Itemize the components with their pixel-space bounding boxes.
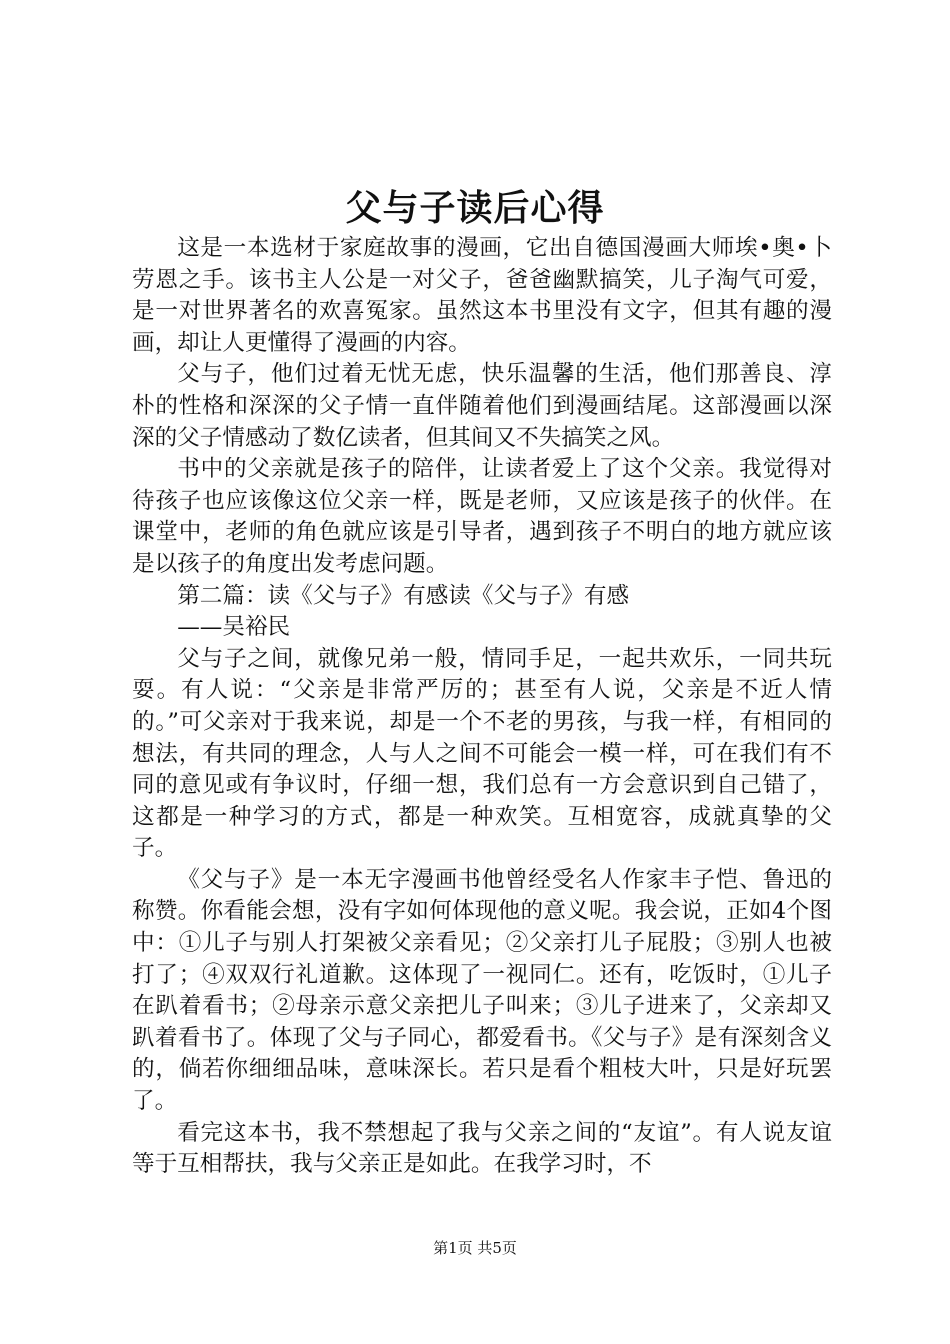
paragraph: 看完这本书，我不禁想起了我与父亲之间的“友谊”。有人说友谊等于互相帮扶，我与父亲正是如此。在我学习时，不: [132, 1119, 832, 1178]
document-body: [132, 233, 832, 1181]
paragraph: 这是一本选材于家庭故事的漫画，它出自德国漫画大师埃•奥•卜劳恩之手。该书主人公是一对父子，爸爸幽默搞笑，儿子淘气可爱，是一对世界著名的欢喜冤家。虽然这本书里没有文字，但其有趣的漫画，却让人更懂得了漫画的内容。: [132, 235, 832, 356]
section-heading: 第二篇：读《父与子》有感读《父与子》有感: [177, 582, 630, 609]
document-title: 父与子读后心得: [345, 187, 605, 229]
author-line: ——吴裕民: [177, 614, 291, 641]
paragraph: 父与子，他们过着无忧无虑，快乐温馨的生活，他们那善良、淳朴的性格和深深的父子情一直伴随着他们到漫画结尾。这部漫画以深深的父子情感动了数亿读者，但其间又不失搞笑之风。: [132, 361, 832, 451]
paragraph: 父与子之间，就像兄弟一般，情同手足，一起共欢乐，一同共玩耍。有人说：“父亲是非常严厉的；甚至有人说，父亲是不近人情的。”可父亲对于我来说，却是一个不老的男孩，与我一样，有相同的想法，有共同的理念，人与人之间不可能会一模一样，可在我们有不同的意见或有争议时，仔细一想，我们总有一方会意识到自己错了，这都是一种学习的方式，都是一种欢笑。互相宽容，成就真挚的父子。: [132, 645, 832, 862]
page-footer: 第1页 共5页: [433, 1239, 517, 1257]
paragraph: 书中的父亲就是孩子的陪伴，让读者爱上了这个父亲。我觉得对待孩子也应该像这位父亲一样，既是老师，又应该是孩子的伙伴。在课堂中，老师的角色就应该是引导者，遇到孩子不明白的地方就应该是以孩子的角度出发考虑问题。: [132, 456, 832, 577]
paragraph: 《父与子》是一本无字漫画书他曾经受名人作家丰子恺、鲁迅的称赞。你看能会想，没有字如何体现他的意义呢。我会说，正如4个图中：①儿子与别人打架被父亲看见；②父亲打儿子屁股；③别人也被打了；④双双行礼道歉。这体现了一视同仁。还有，吃饭时，①儿子在趴着看书；②母亲示意父亲把儿子叫来；③儿子进来了，父亲却又趴着看书了。体现了父与子同心，都爱看书。《父与子》是有深刻含义的，倘若你细细品味，意味深长。若只是看个粗枝大叶，只是好玩罢了。: [132, 866, 832, 1115]
